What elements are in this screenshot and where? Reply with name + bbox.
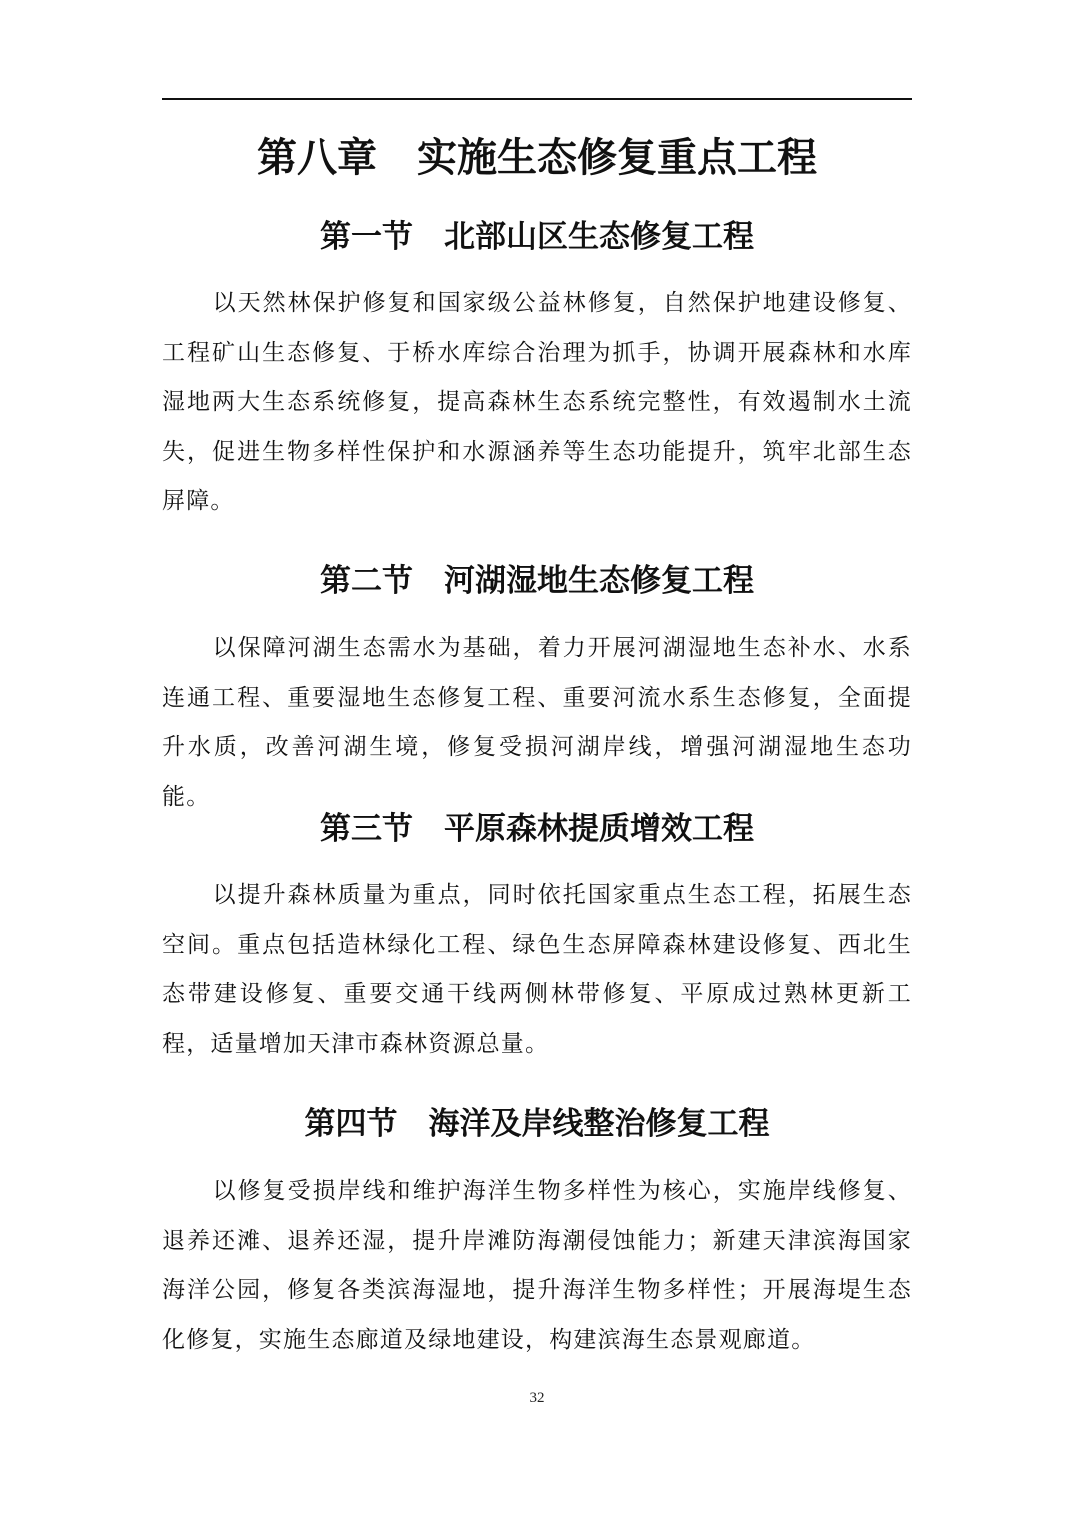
section-title-4: 第四节 海洋及岸线整治修复工程 (304, 1106, 770, 1142)
section-body-4: 以修复受损岸线和维护海洋生物多样性为核心，实施岸线修复、退养还滩、退养还湿，提升岸滩防海潮侵蚀能力；新建天津滨海国家海洋公园，修复各类滨海湿地，提升海洋生物多样性；开展海堤生态化修复，实施生态廊道及绿地建设，构建滨海生态景观廊道。 (162, 1178, 912, 1353)
section-body-2: 以保障河湖生态需水为基础，着力开展河湖湿地生态补水、水系连通工程、重要湿地生态修复工程、重要河流水系生态修复，全面提升水质，改善河湖生境，修复受损河湖岸线，增强河湖湿地生态功能。 (162, 635, 912, 810)
section-title-3: 第三节 平原森林提质增效工程 (320, 811, 754, 847)
chapter-title: 第八章 实施生态修复重点工程 (257, 135, 817, 181)
header-rule (162, 98, 912, 100)
section-title-2: 第二节 河湖湿地生态修复工程 (320, 563, 754, 599)
section-body-1: 以天然林保护修复和国家级公益林修复，自然保护地建设修复、工程矿山生态修复、于桥水库综合治理为抓手，协调开展森林和水库湿地两大生态系统修复，提高森林生态系统完整性，有效遏制水土流失，促进生物多样性保护和水源涵养等生态功能提升，筑牢北部生态屏障。 (162, 290, 912, 514)
section-body-3: 以提升森林质量为重点，同时依托国家重点生态工程，拓展生态空间。重点包括造林绿化工程、绿色生态屏障森林建设修复、西北生态带建设修复、重要交通干线两侧林带修复、平原成过熟林更新工程，适量增加天津市森林资源总量。 (162, 882, 912, 1057)
section-title-1: 第一节 北部山区生态修复工程 (320, 219, 754, 255)
page-number: 32 (529, 1390, 545, 1406)
